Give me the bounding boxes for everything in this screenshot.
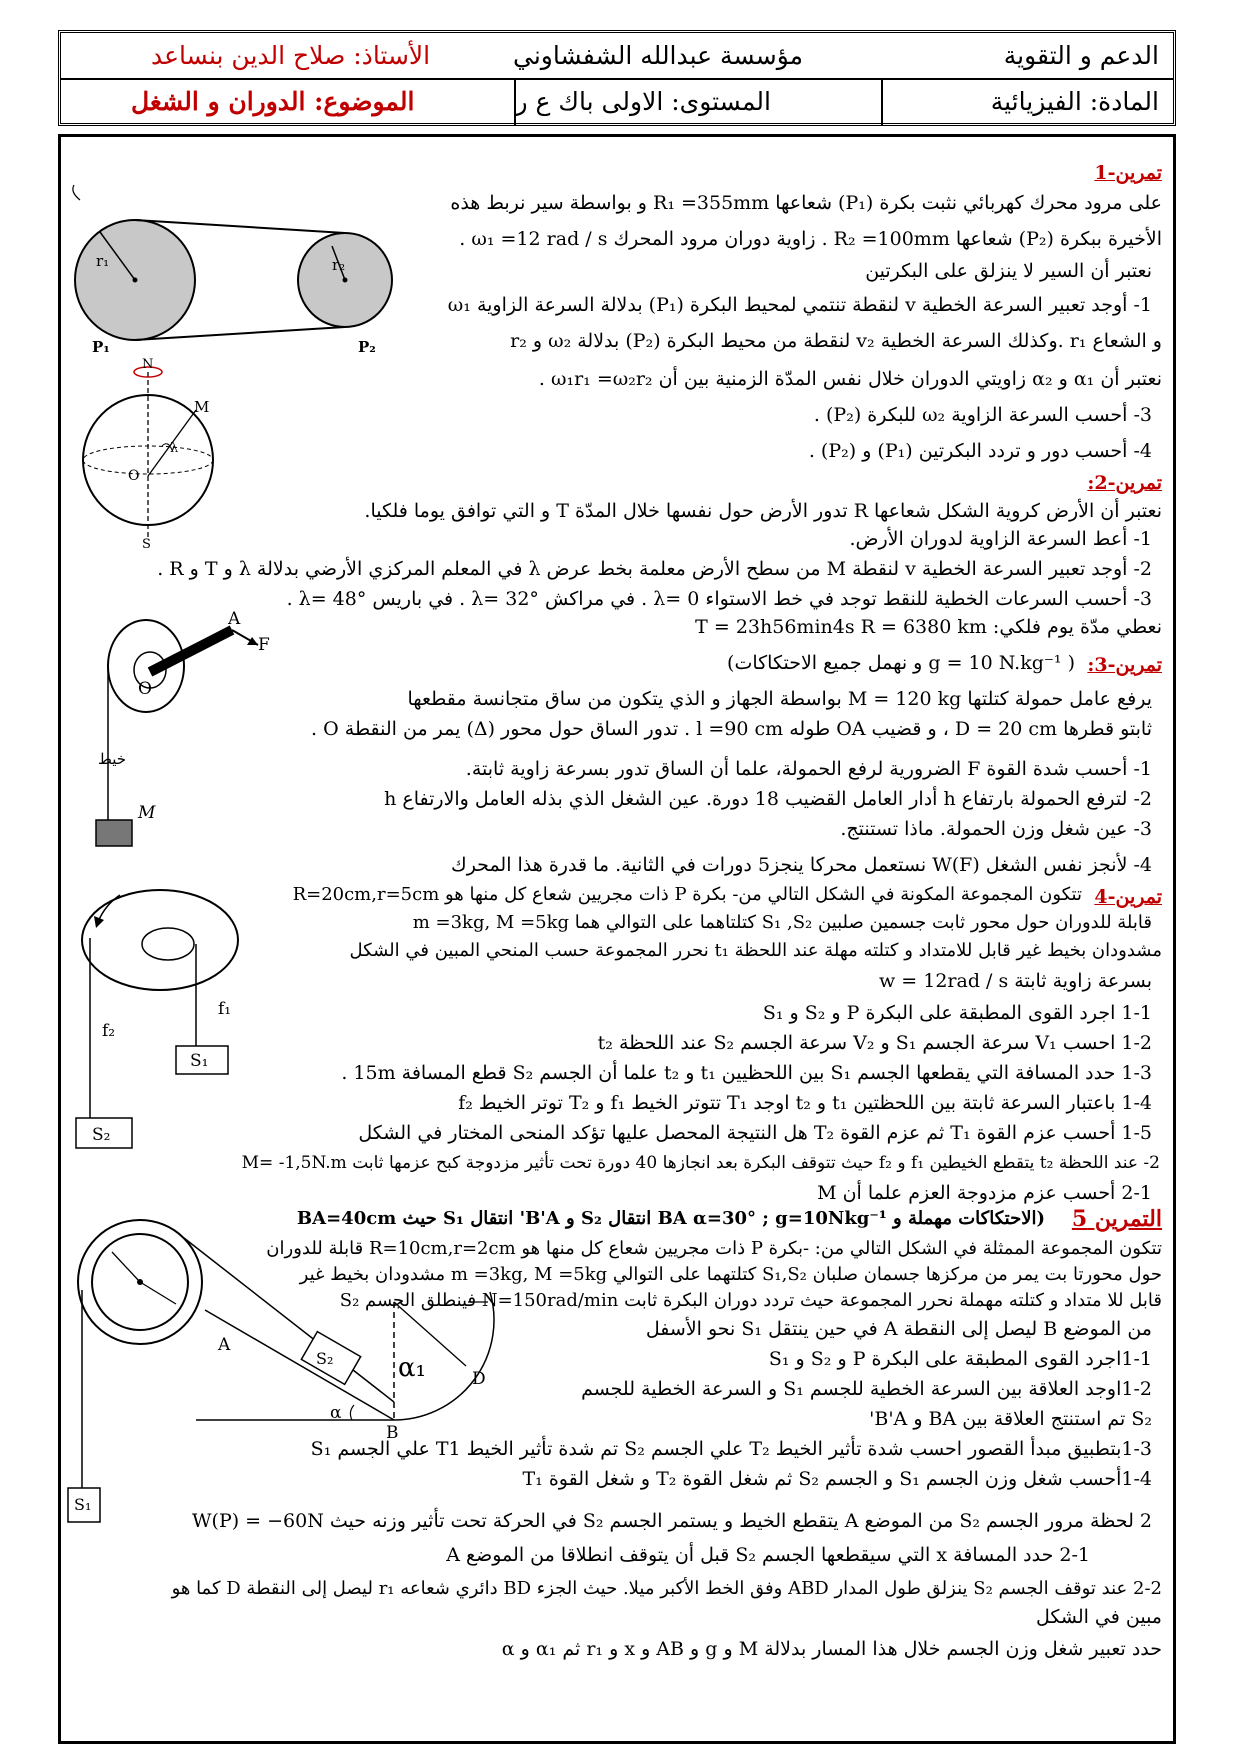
label-m: M <box>194 398 210 416</box>
ex5-line: 1-4أحسب شغل وزن الجسم S₁ و الجسم S₂ ثم شغل القوة T₂ و شغل القوة T₁ <box>522 1468 1152 1490</box>
ex4-line: 1-2 احسب V₁ سرعة الجسم S₁ و V₂ سرعة الجسم S₂ عند اللحظة t₂ <box>597 1032 1152 1054</box>
ex1-line: نعتبر أن α₁ و α₂ زاويتي الدوران خلال نفس المدّة الزمنية بين أن ω₁r₁ =ω₂r₂ . <box>538 368 1162 390</box>
label-a5: A <box>218 1335 231 1355</box>
header-level: المستوى: الاولى باك ع ر <box>515 87 771 116</box>
ex5-line: حول محورتا بت يمر من مركزها جسمان صلبان S₁,S₂ كتلتهما على التوالي m =3kg, M =5kg مشدودان بخيط غير <box>299 1264 1162 1285</box>
ex5-line: 1-1اجرد القوى المطبقة على البكرة P و S₂ و S₁ <box>768 1348 1152 1370</box>
label-p1: P₁ <box>92 338 110 356</box>
ex4-line: تتكون المجموعة المكونة في الشكل التالي من- بكرة P ذات مجريين شعاع كل منها هو R=20cm,r=5cm <box>292 884 1082 905</box>
ex5-line: 1-3بتطبيق مبدأ القصور احسب شدة تأثير الخيط T₂ علي الجسم S₂ تم شدة تأثير الخيط T1 علي الجسم S₁ <box>310 1438 1152 1460</box>
ex4-line: بسرعة زاوية ثابتة w = 12rad / s <box>878 970 1152 992</box>
ex3-line: 2- لترفع الحمولة بارتفاع h أدار العامل القضيب 18 دورة. عين الشغل الذي بذله العامل والارتفاع h <box>384 788 1152 810</box>
ex2-title: تمرين-2: <box>1087 472 1162 494</box>
header-subject: المادة: الفيزيائية <box>990 87 1159 116</box>
pulley-inner <box>142 928 194 960</box>
label-o: O <box>128 468 140 484</box>
winch-figure <box>96 609 270 846</box>
ex2-line: نعطي مدّة يوم فلكي: T = 23h56min4s R = 6380 km <box>695 616 1162 638</box>
header-teacher: الأستاذ: صلاح الدين بنساعد <box>151 41 431 70</box>
label-f1: f₁ <box>218 999 232 1019</box>
ex2-line: 3- أحسب السرعات الخطية للنقط توجد في خط الاستواء λ= 0 . في مراكش λ= 32° . في باريس λ= 48° . <box>286 588 1152 610</box>
ex1-line: الأخيرة ببكرة (P₂) شعاعها R₂ =100mm . زاوية دوران مرود المحرك ω₁ =12 rad / s . <box>459 228 1162 250</box>
ex3-line: 3- عين شغل وزن الحمولة. ماذا تستنتج. <box>840 818 1152 840</box>
load-mass <box>96 820 132 846</box>
label-alpha1: α₁ <box>398 1353 426 1383</box>
ex5-title: التمرين 5 <box>1071 1206 1162 1232</box>
ex1-line: و الشعاع r₁ .وكذلك السرعة الخطية v₂ لنقطة من محيط البكرة (P₂) بدلالة ω₂ و r₂ <box>510 330 1162 352</box>
label-n: N <box>142 357 154 372</box>
label-r1: r₁ <box>96 252 110 270</box>
label-s1: S₁ <box>190 1051 209 1071</box>
ex4-line: 2-1 أحسب عزم مزدوجة العزم علما أن M <box>817 1182 1152 1204</box>
ex1-line: نعتبر أن السير لا ينزلق على البكرتين <box>865 260 1152 282</box>
label-s: S <box>142 537 151 552</box>
ex3-given: ( g = 10 N.kg⁻¹ و نهمل جميع الاحتكاكات) <box>727 652 1075 674</box>
ex5-line: 2 لحظة مرور الجسم S₂ من الموضع A يتقطع الخيط و يستمر الجسم S₂ في الحركة تحت تأثير وزنه حيث W(P) = −60N <box>192 1510 1152 1532</box>
ex5-line: تتكون المجموعة الممثلة في الشكل التالي من: -بكرة P ذات مجريين شعاع كل منها هو R=10cm,r=2cm قابلة للدوران <box>266 1238 1162 1259</box>
label-r2: r₂ <box>332 256 346 274</box>
ex5-line: 2-1 حدد المسافة x التي سيقطعها الجسم S₂ قبل أن يتوقف انطلاقا من الموضع A <box>446 1544 1090 1566</box>
ex4-line: 1-3 حدد المسافة التي يقطعها الجسم S₁ بين اللحظيين t₁ و t₂ علما أن الجسم S₂ قطع المسافة 15m . <box>341 1062 1152 1084</box>
ex1-title: تمرين-1 <box>1094 162 1162 184</box>
ex5-line: 2-2 عند توقف الجسم S₂ ينزلق طول المدار ABD وفق الخط الأكبر ميلا. حيث الجزء BD دائري شعاعه r₁ ليصل إلى النقطة D كما هو <box>171 1578 1162 1599</box>
label-f: F <box>258 635 270 655</box>
double-pulley-figure <box>76 890 238 1148</box>
ex1-line: 1- أوجد تعبير السرعة الخطية v لنقطة تنتمي لمحيط البكرة (P₁) بدلالة السرعة الزاوية ω₁ <box>447 294 1152 316</box>
ex5-line: S₂ تم استنتج العلاقة بين BA و B'A' <box>869 1408 1152 1430</box>
label-s2: S₂ <box>92 1125 111 1145</box>
label-rope: خيط <box>98 750 127 768</box>
ex5-line: من الموضع B ليصل إلى النقطة A في حين ينتقل S₁ نحو الأسفل <box>645 1318 1152 1340</box>
ex5-given: (الاحتكاكات مهملة و BA α=30° ; g=10Nkg⁻¹ انتقال S₂ و B'A' انتقال S₁ حيث BA=40cm <box>296 1208 1045 1229</box>
header-institution: مؤسسة عبدالله الشفشاوني <box>513 41 803 70</box>
ex3-line: ثابتو قطرها D = 20 cm ، و قضيب OA طوله l =90 cm . تدور الساق حول محور (Δ) يمر من النقطة O . <box>311 718 1152 740</box>
ex5-line: 1-2اوجد العلاقة بين السرعة الخطية للجسم S₁ و السرعة الخطية للجسم <box>581 1378 1152 1400</box>
ex3-line: 1- أحسب شدة القوة F الضرورية لرفع الحمولة، علما أن الساق تدور بسرعة زاوية ثابتة. <box>465 758 1152 780</box>
ex2-line: 1- أعط السرعة الزاوية لدوران الأرض. <box>849 528 1152 550</box>
ex4-line: قابلة للدوران حول محور ثابت جسمين صلبين S₁ ,S₂ كتلتاهما على التوالي هما m =3kg, M =5kg <box>412 912 1152 933</box>
ex5-line: حدد تعبير شغل وزن الجسم خلال هذا المسار بدلالة M و g و AB و x و r₁ ثم α₁ و α <box>501 1638 1162 1660</box>
earth-figure <box>83 357 213 552</box>
ex4-line: 1-1 اجرد القوى المطبقة على البكرة P و S₂ و S₁ <box>762 1002 1152 1024</box>
label-s1-hanging: S₁ <box>74 1495 92 1514</box>
ex5-line: مبين في الشكل <box>1035 1606 1162 1628</box>
ex4-line: مشدودان بخيط غير قابل للامتداد و كتلته مهلة عند اللحظة t₁ نحرر المجموعة حسب المنحي المبين في الشكل <box>349 940 1162 961</box>
ex3-title: تمرين-3: <box>1087 654 1162 676</box>
header-topic: الموضوع: الدوران و الشغل <box>131 87 415 116</box>
label-s2-incline: S₂ <box>316 1349 334 1368</box>
incline <box>205 1310 394 1420</box>
pulley-belt-figure <box>73 185 392 356</box>
label-a: A <box>228 609 241 629</box>
label-o3: O <box>138 679 152 699</box>
ex1-line: 3- أحسب السرعة الزاوية ω₂ للبكرة (P₂) . <box>813 404 1152 426</box>
label-p2: P₂ <box>358 338 376 356</box>
ex2-line: 2- أوجد تعبير السرعة الخطية v لنقطة M من سطح الأرض معلمة بخط عرض λ في المعلم المركزي الأرضي بدلالة λ و T و R . <box>157 558 1152 580</box>
ex3-line: 4- لأنجز نفس الشغل W(F) نستعمل محركا ينجز5 دورات في الثانية. ما قدرة هذا المحرك <box>451 854 1152 876</box>
ex4-title: تمرين-4 <box>1094 886 1162 908</box>
label-alpha: α <box>330 1403 342 1423</box>
label-b5: B <box>386 1423 399 1443</box>
ex3-line: يرفع عامل حمولة كتلتها M = 120 kg بواسطة الجهاز و الذي يتكون من ساق متجانسة مقطعها <box>407 688 1152 710</box>
ex4-line: 2- عند اللحظة t₂ يتقطع الخيطين f₁ و f₂ حيث تتوقف البكرة بعد انجازها 40 دورة تحت تأثير مزدوجة كبح عزمها ثابت M= -1,5N.m <box>241 1153 1160 1173</box>
header-support: الدعم و التقوية <box>1003 41 1159 70</box>
label-f2: f₂ <box>102 1021 116 1041</box>
label-lambda: λ <box>170 441 179 456</box>
label-d5: D <box>472 1369 486 1389</box>
ex2-line: نعتبر أن الأرض كروية الشكل شعاعها R تدور الأرض حول نفسها خلال المدّة T و التي توافق يوما فلكيا. <box>364 500 1162 522</box>
label-m3: M <box>138 803 156 823</box>
thread-s2 <box>184 1238 394 1402</box>
ex5-line: قابل للا متداد و كتلته مهملة نحرر المجموعة حيث تردد دوران البكرة ثابت N=150rad/min فينطلق الجسم S₂ <box>339 1290 1162 1311</box>
ex1-line: 4- أحسب دور و تردد البكرتين (P₁) و (P₂) . <box>808 440 1152 462</box>
incline-figure <box>68 1220 494 1522</box>
ex4-line: 1-5 أحسب عزم القوة T₁ ثم عزم القوة T₂ هل النتيجة المحصل عليها تؤكد المنحى المختار في الشكل <box>358 1122 1152 1144</box>
ex4-line: 1-4 باعتبار السرعة ثابتة بين اللحظتين t₁ و t₂ اوجد T₁ تتوتر الخيط f₁ و T₂ توتر الخيط f₂ <box>458 1092 1152 1114</box>
ex1-line: على مرود محرك كهربائي نثبت بكرة (P₁) شعاعها R₁ =355mm و بواسطة سير نربط هذه <box>450 192 1162 214</box>
